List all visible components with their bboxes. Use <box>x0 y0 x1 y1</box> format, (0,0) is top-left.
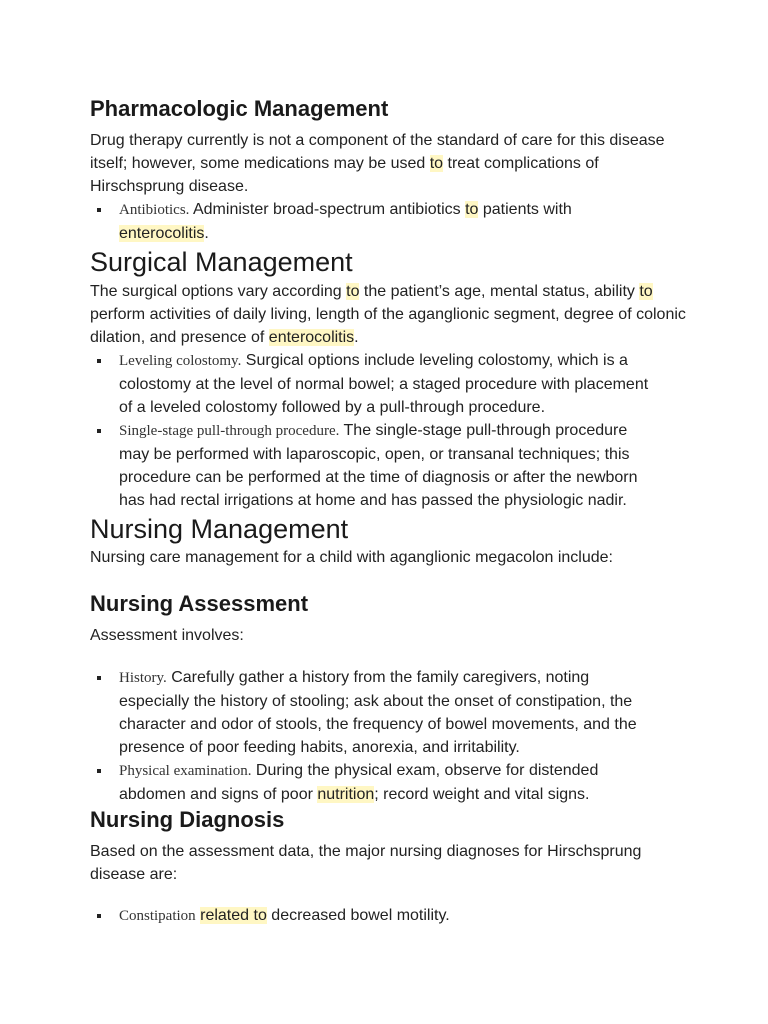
text-run: Drug therapy currently is not a component of the standard of care for this disease itself; however, some medications may be used <box>90 132 665 172</box>
diagnosis-intro: Based on the assessment data, the major nursing diagnoses for Hirschsprung disease are: <box>90 843 642 883</box>
nursing-intro: Nursing care management for a child with aganglionic megacolon include: <box>90 549 613 566</box>
list-item-history <box>90 666 650 759</box>
pharmacologic-paragraph <box>90 129 690 198</box>
list-item-leveling-colostomy <box>90 349 650 419</box>
highlight-to: to <box>639 283 653 300</box>
text-run: Carefully gather a history from the family caregivers, noting especially the history of stooling; ask about the onset of constipation, the character and odor of stools, the frequency of bowel movements, and the presence of poor feeding habits, anorexia, and irritability. <box>119 669 637 756</box>
highlight-to: to <box>465 201 479 218</box>
highlight-enterocolitis: enterocolitis <box>119 225 205 242</box>
highlight-to: to <box>346 283 360 300</box>
heading-nursing-management: Nursing Management <box>90 514 349 544</box>
text-run: the patient’s age, mental status, ability <box>359 283 640 300</box>
term-label: Physical examination. <box>119 763 252 779</box>
highlight-nutrition: nutrition <box>317 786 375 803</box>
heading-nursing-assessment: Nursing Assessment <box>90 591 309 616</box>
text-run: The surgical options vary according <box>90 283 347 300</box>
term-label: Constipation <box>119 908 196 924</box>
term-label: Single-stage pull-through procedure. <box>119 423 340 439</box>
term-label: History. <box>119 670 167 686</box>
list-item-constipation <box>90 904 650 928</box>
text-run: . <box>354 329 359 346</box>
heading-nursing-diagnosis: Nursing Diagnosis <box>90 807 285 832</box>
text-run: decreased bowel motility. <box>266 907 450 924</box>
list-item-antibiotics <box>90 198 650 245</box>
highlight-to: to <box>429 155 444 172</box>
text-run: treat complications of Hirschsprung disease. <box>90 155 599 195</box>
pharmacologic-list <box>90 198 650 245</box>
assessment-intro: Assessment involves: <box>90 627 244 644</box>
assessment-list <box>90 666 650 806</box>
surgical-list <box>90 349 650 512</box>
heading-pharmacologic-management: Pharmacologic Management <box>90 96 389 121</box>
list-item-physical-examination <box>90 759 650 806</box>
text-run: During the physical exam, observe for distended abdomen and signs of poor <box>119 762 599 803</box>
text-run: patients with <box>478 201 572 218</box>
term-label: Leveling colostomy. <box>119 353 242 369</box>
text-run: ; record weight and vital signs. <box>374 786 590 803</box>
text-run: Surgical options include leveling colostomy, which is a colostomy at the level of normal bowel; a staged procedure with placement of a leveled colostomy followed by a pull-through procedure. <box>119 352 649 416</box>
text-run: perform activities of daily living, length of the aganglionic segment, degree of colonic dilation, and presence of <box>90 306 686 346</box>
text-run: Administer broad-spectrum antibiotics <box>189 201 466 218</box>
list-item-single-stage-pull-through <box>90 419 650 512</box>
text-run: The single-stage pull-through procedure may be performed with laparoscopic, open, or transanal techniques; this procedure can be performed at the time of diagnosis or after the newborn has had rectal irrigations at home and has passed the physiologic nadir. <box>119 422 638 509</box>
highlight-related-to: related to <box>200 907 267 924</box>
surgical-paragraph <box>90 280 690 349</box>
highlight-enterocolitis: enterocolitis <box>268 329 355 346</box>
diagnosis-list <box>90 904 650 928</box>
text-run: . <box>204 225 209 242</box>
term-label: Antibiotics. <box>119 202 190 218</box>
heading-surgical-management: Surgical Management <box>90 247 353 277</box>
